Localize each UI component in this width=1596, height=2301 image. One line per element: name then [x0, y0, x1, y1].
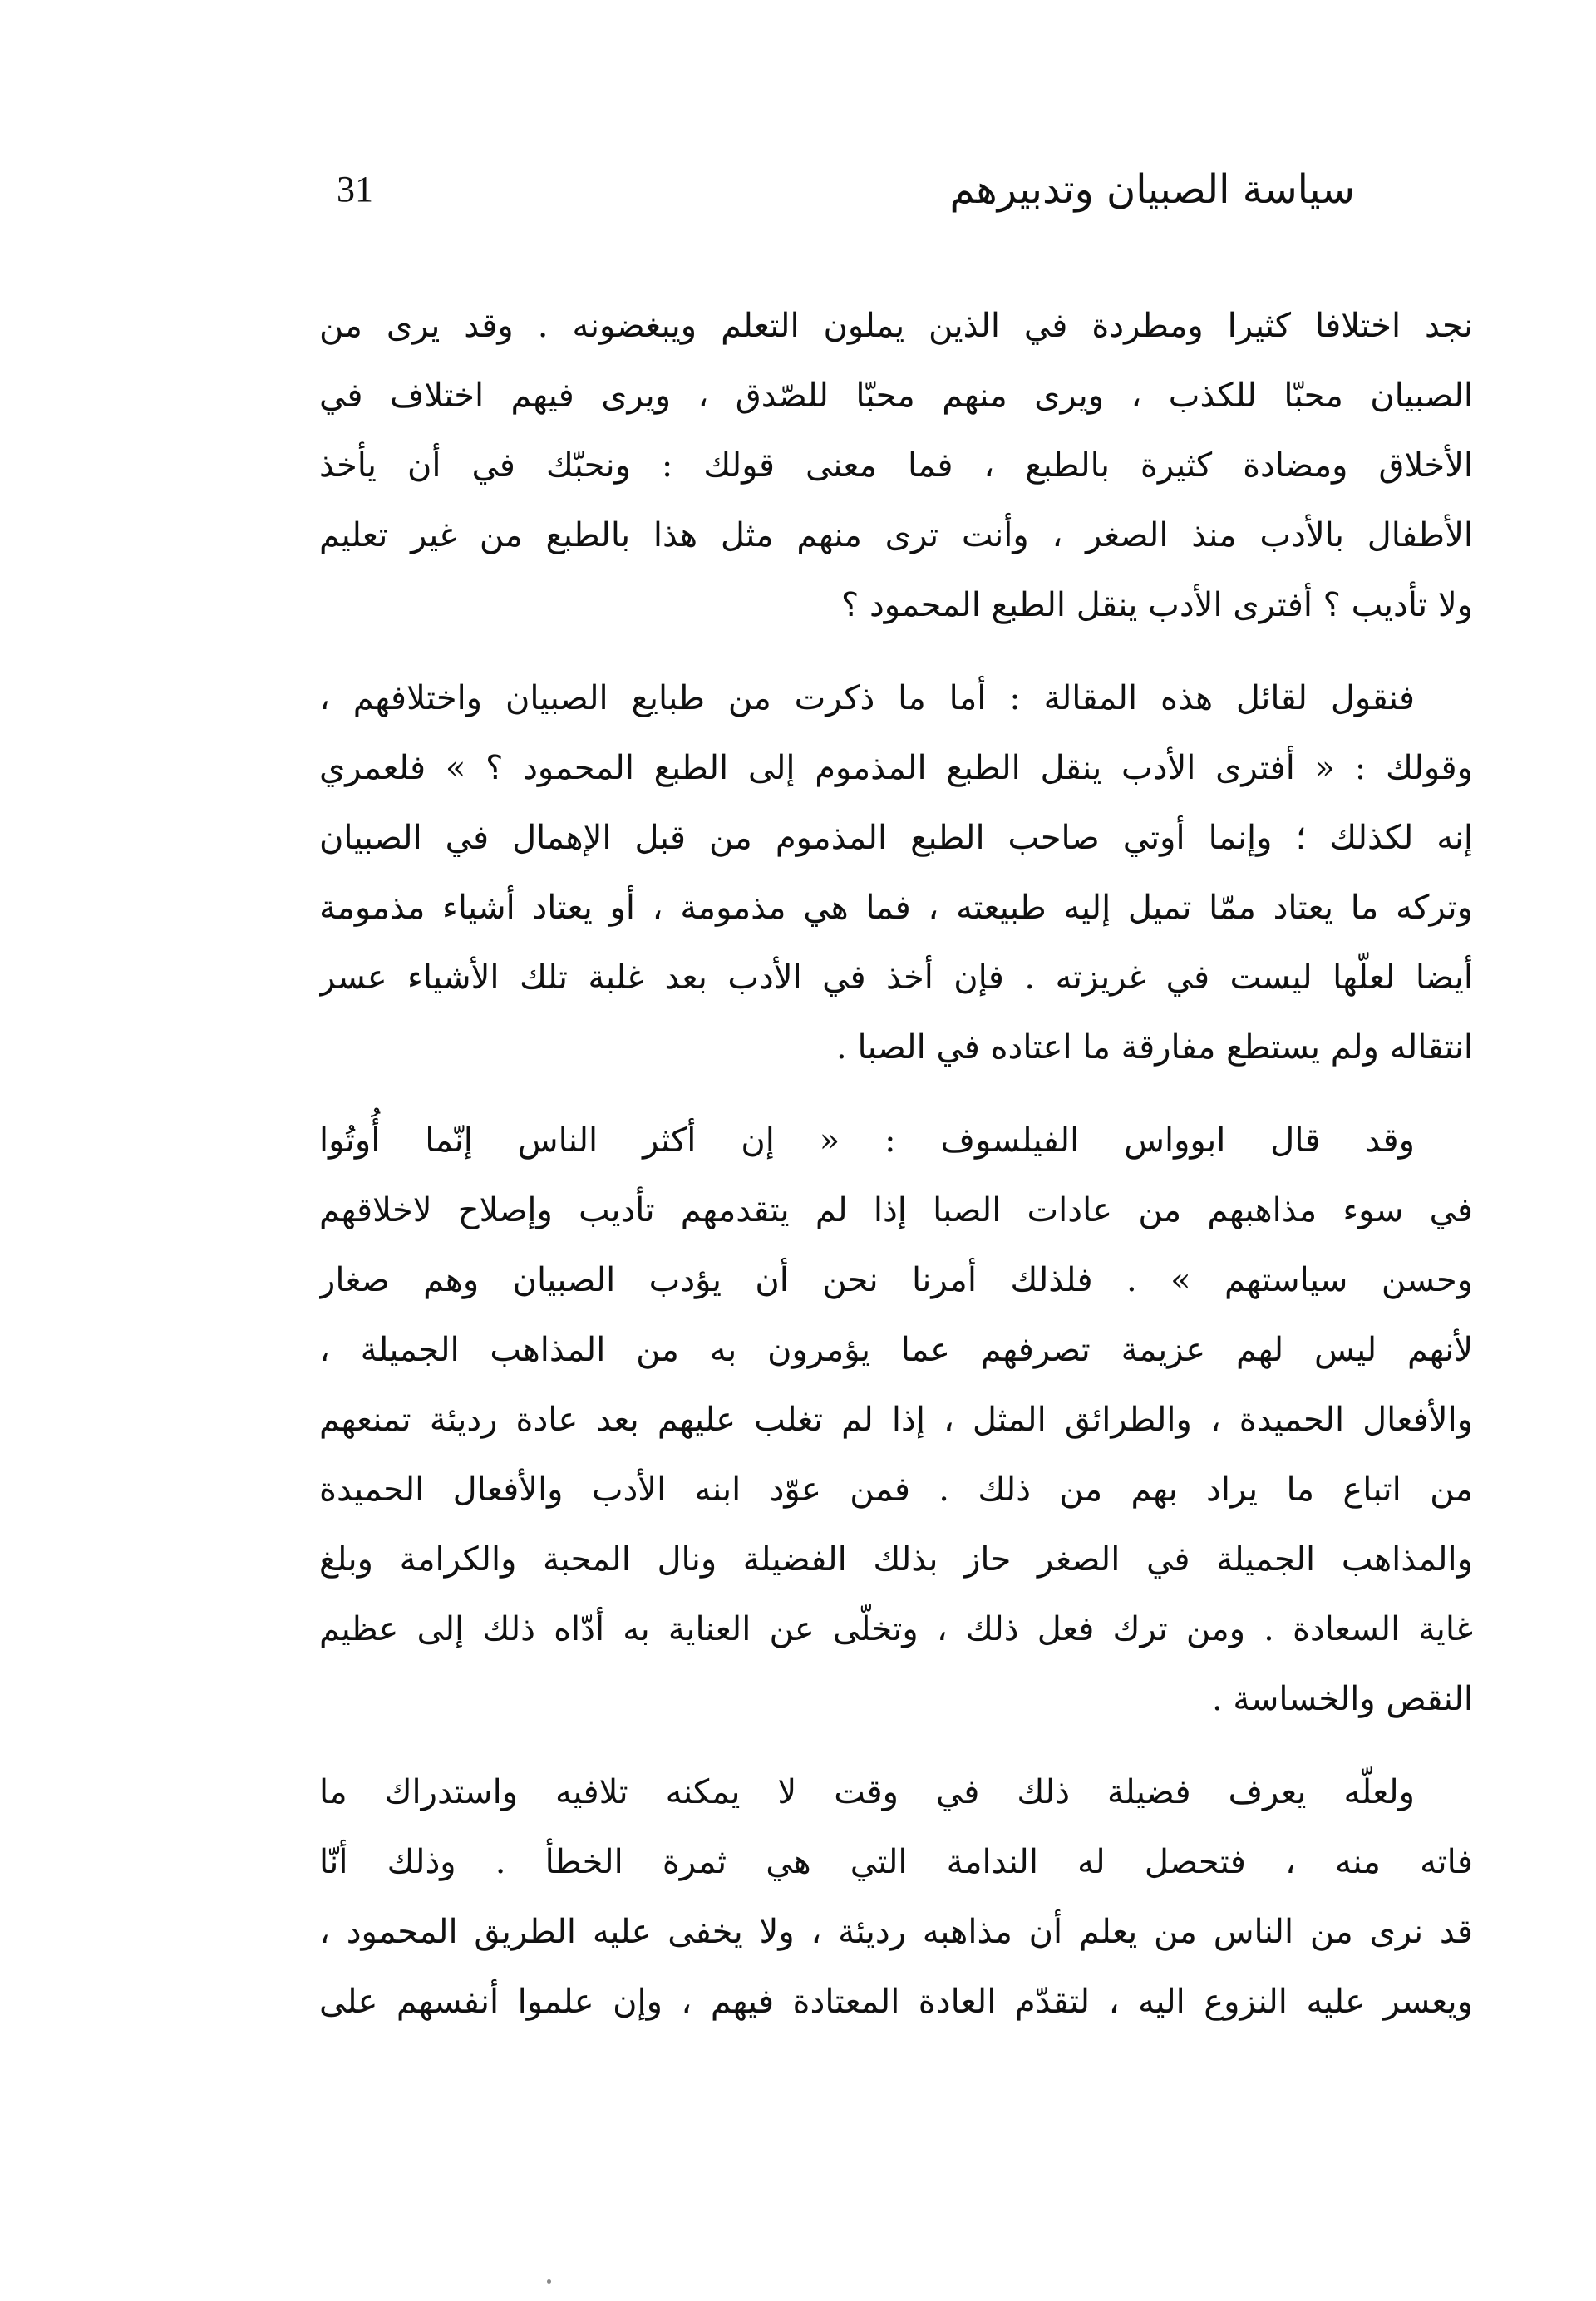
text-line: الصبيان محبّا للكذب ، ويرى منهم محبّا للصّدق ، ويرى فيهم اختلاف في: [319, 377, 1473, 415]
text-line: من اتباع ما يراد بهم من ذلك . فمن عوّد ابنه الأدب والأفعال الحميدة: [319, 1471, 1473, 1509]
text-line: الأطفال بالأدب منذ الصغر ، وأنت ترى منهم مثل هذا بالطبع من غير تعليم: [319, 516, 1473, 554]
text-line: ويعسر عليه النزوع اليه ، لتقدّم العادة المعتادة فيهم ، وإن علموا أنفسهم على: [319, 1983, 1473, 2021]
paragraph: [319, 291, 1473, 640]
text-line: قد نرى من الناس من يعلم أن مذاهبه رديئة ، ولا يخفى عليه الطريق المحمود ،: [319, 1913, 1473, 1951]
text-line: في سوء مذاهبهم من عادات الصبا إذا لم يتقدمهم تأديب وإصلاح لاخلاقهم: [319, 1191, 1473, 1229]
paragraph: [319, 1106, 1473, 1734]
text-line: فنقول لقائل هذه المقالة : أما ما ذكرت من طبايع الصبيان واختلافهم ،: [319, 679, 1415, 717]
text-line: والمذاهب الجميلة في الصغر حاز بذلك الفضيلة ونال المحبة والكرامة وبلغ: [319, 1540, 1473, 1579]
text-line: ولا تأديب ؟ أفترى الأدب ينقل الطبع المحمود ؟: [841, 586, 1473, 624]
paragraph: [319, 663, 1473, 1082]
text-line: نجد اختلافا كثيرا ومطردة في الذين يملون التعلم ويبغضونه . وقد يرى من: [319, 307, 1473, 345]
scan-speck: [547, 2279, 551, 2284]
text-line: ولعلّه يعرف فضيلة ذلك في وقت لا يمكنه تلافيه واستدراك ما: [319, 1773, 1415, 1811]
paragraph: [319, 1757, 1473, 2037]
text-line: غاية السعادة . ومن ترك فعل ذلك ، وتخلّى عن العناية به أدّاه ذلك إلى عظيم: [319, 1610, 1473, 1648]
page-number: 31: [337, 169, 373, 209]
text-line: النقص والخساسة .: [1211, 1680, 1473, 1718]
text-line: وتركه ما يعتاد ممّا تميل إليه طبيعته ، فما هي مذمومة ، أو يعتاد أشياء مذمومة: [319, 889, 1473, 927]
text-line: أيضا لعلّها ليست في غريزته . فإن أخذ في الأدب بعد غلبة تلك الأشياء عسر: [319, 958, 1473, 997]
text-line: وقد قال ابوواس الفيلسوف : « إن أكثر الناس إنّما أُوتُوا: [319, 1121, 1415, 1160]
text-line: انتقاله ولم يستطع مفارقة ما اعتاده في الصبا .: [836, 1028, 1473, 1067]
text-line: والأفعال الحميدة ، والطرائق المثل ، إذا لم تغلب عليهم بعد عادة رديئة تمنعهم: [319, 1401, 1473, 1439]
text-line: الأخلاق ومضادة كثيرة بالطبع ، فما معنى قولك : ونحبّك في أن يأخذ: [319, 446, 1473, 485]
text-line: فاته منه ، فتحصل له الندامة التي هي ثمرة الخطأ . وذلك أنّا: [319, 1843, 1473, 1881]
page-header: [324, 156, 1480, 231]
body-text: [319, 291, 1473, 2037]
text-line: وحسن سياستهم » . فلذلك أمرنا نحن أن يؤدب الصبيان وهم صغار: [319, 1261, 1473, 1299]
running-title: سياسة الصبيان وتدبيرهم: [949, 166, 1355, 213]
text-line: إنه لكذلك ؛ وإنما أوتي صاحب الطبع المذموم من قبل الإهمال في الصبيان: [319, 819, 1473, 857]
text-line: لأنهم ليس لهم عزيمة تصرفهم عما يؤمرون به من المذاهب الجميلة ،: [319, 1331, 1473, 1369]
text-line: وقولك : « أفترى الأدب ينقل الطبع المذموم إلى الطبع المحمود ؟ » فلعمري: [319, 749, 1473, 787]
